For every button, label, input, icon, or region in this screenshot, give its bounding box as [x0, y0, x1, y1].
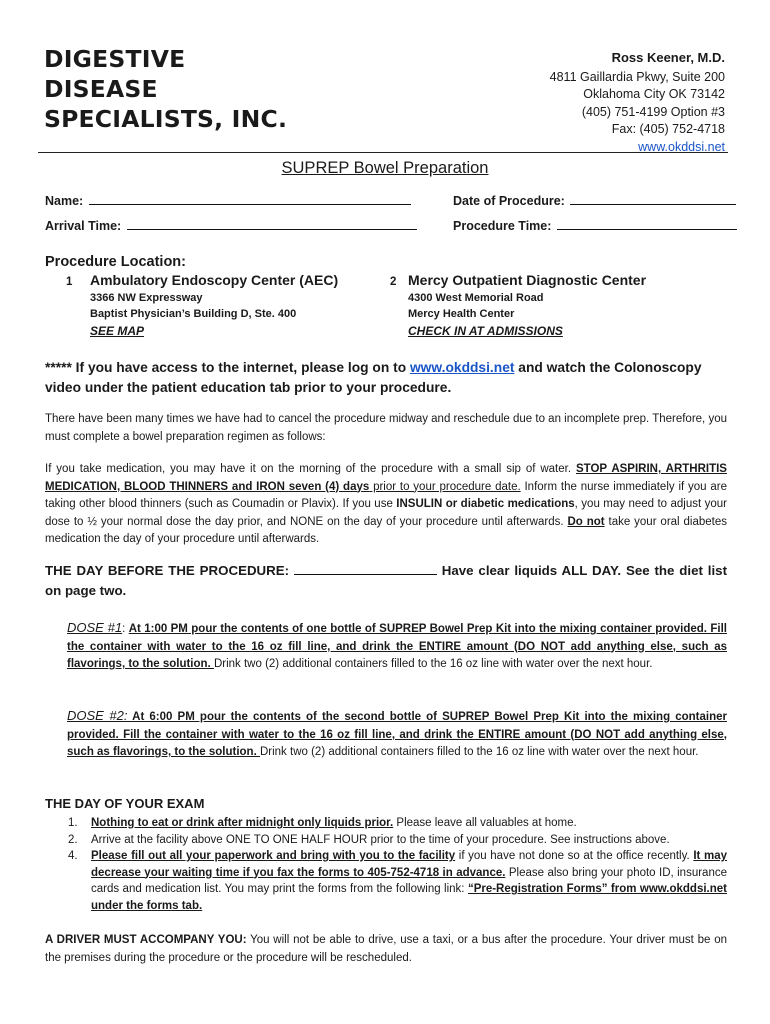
driver-notice [45, 932, 727, 967]
day-before-label: THE DAY BEFORE THE PROCEDURE: [45, 563, 294, 578]
dose-2-rest: Drink two (2) additional containers filled to the 16 oz line with water over the next hour. [259, 746, 699, 758]
doctor-name: Ross Keener, M.D. [611, 50, 725, 65]
proc-time-label: Procedure Time: [453, 219, 552, 233]
exam-item-1 [68, 815, 727, 832]
dose-2-label: DOSE #2: [67, 708, 128, 723]
do-not-warning: Do not [567, 515, 605, 528]
exam-item-4 [68, 848, 727, 914]
name-input-line[interactable] [89, 193, 411, 205]
location-address: 4300 West Memorial Road [408, 292, 544, 304]
driver-text: You will not be able to drive, use a taxi, or a bus after the procedure. Your driver must be on the premises during the procedure or the procedure will be rescheduled. [45, 934, 728, 964]
practice-logo [44, 44, 287, 134]
logo-line-3: SPECIALISTS, INC. [44, 105, 288, 133]
proc-time-field [453, 218, 737, 233]
location-number: 2 [390, 276, 397, 288]
paperwork-instruction: Please fill out all your paperwork and bring with you to the facility [91, 850, 456, 862]
medication-paragraph [45, 461, 727, 549]
med-prior-text: prior to your procedure date. [369, 480, 521, 493]
dose-2 [67, 707, 727, 762]
item-number: 4. [68, 850, 78, 862]
name-label: Name: [45, 194, 84, 208]
dose-1-instructions: At 1:00 PM pour the contents of one bottle of SUPREP Bowel Prep Kit into the mixing container provided. Fill the container with water to the 16 oz fill line, and drink the ENTIRE amount (DO NOT add anything else, such as flavorings, to the solution. [67, 623, 728, 670]
fax-instruction: It may decrease your waiting time if you fax the forms to 405-752-4718 in advance. [91, 850, 727, 879]
location-name: Ambulatory Endoscopy Center (AEC) [90, 272, 339, 288]
stop-meds-warning: STOP ASPIRIN, ARTHRITIS MEDICATION, BLOOD THINNERS and IRON seven (4) days [45, 463, 727, 493]
address-line-2: Oklahoma City OK 73142 [583, 87, 725, 101]
date-field [453, 193, 736, 208]
day-before-heading [45, 561, 727, 601]
med-text-3: , you may need to adjust your dose to ½ your normal dose the day prior, and NONE on the day of your procedure until afterwards. [45, 498, 727, 528]
location-option-1 [66, 271, 366, 341]
proc-time-input-line[interactable] [557, 218, 737, 230]
item-number: 1. [68, 817, 78, 829]
day-before-text: Have clear liquids ALL DAY. See the diet list on page two. [45, 563, 728, 598]
logo-line-2: DISEASE [44, 75, 158, 103]
website-link[interactable]: www.okddsi.net [638, 139, 725, 154]
insulin-warning: INSULIN or diabetic medications [396, 498, 575, 510]
page-title: SUPREP Bowel Preparation [281, 159, 489, 177]
arrival-input-line[interactable] [127, 218, 417, 230]
dose-1-colon: : [122, 623, 129, 635]
intro-paragraph: There have been many times we have had to cancel the procedure midway and reschedule due to an incomplete prep. Therefore, you must complete a bowel preparation regimen as follows: [45, 413, 727, 443]
date-label: Date of Procedure: [453, 194, 565, 208]
location-option-2 [390, 271, 690, 341]
see-map-link[interactable]: SEE MAP [90, 324, 145, 338]
pre-registration-forms-link[interactable]: “Pre-Registration Forms” from www.okddsi.net under the forms tab. [91, 883, 727, 912]
exam-item-4-text-2: Please also bring your photo ID, insurance cards and medication list. You may print the forms from the following link: [91, 866, 727, 895]
internet-note [45, 358, 727, 397]
day-before-date-line[interactable] [294, 563, 437, 575]
fax: Fax: (405) 752-4718 [611, 122, 725, 136]
item-number: 2. [68, 834, 78, 846]
address-line-1: 4811 Gaillardia Pkwy, Suite 200 [549, 69, 725, 84]
dose-1 [67, 619, 727, 674]
exam-day-heading: THE DAY OF YOUR EXAM [45, 796, 205, 811]
driver-heading: A DRIVER MUST ACCOMPANY YOU: [45, 934, 247, 946]
med-text-4: take your oral diabetes medication the day of your procedure until afterwards. [45, 515, 728, 545]
internet-note-link[interactable]: www.okddsi.net [409, 360, 515, 375]
logo-line-1: DIGESTIVE [44, 45, 186, 73]
name-field [45, 193, 411, 208]
exam-item-2-text: Arrive at the facility above ONE TO ONE HALF HOUR prior to the time of your procedure. See instructions above. [91, 834, 670, 846]
check-in-link[interactable]: CHECK IN AT ADMISSIONS [408, 324, 563, 338]
arrival-field [45, 218, 417, 233]
exam-item-2 [68, 832, 727, 849]
dose-1-rest: Drink two (2) additional containers filled to the 16 oz line with water over the next hour. [213, 658, 653, 670]
location-building: Baptist Physician’s Building D, Ste. 400 [90, 308, 297, 320]
phone: (405) 751-4199 Option #3 [581, 104, 725, 119]
dose-1-label: DOSE #1 [67, 620, 123, 635]
location-number: 1 [66, 276, 73, 288]
exam-item-1-text: Please leave all valuables at home. [393, 817, 577, 829]
contact-block [550, 49, 725, 156]
date-input-line[interactable] [570, 193, 736, 205]
arrival-label: Arrival Time: [45, 219, 122, 233]
exam-item-4-text: if you have not done so at the office recently. [455, 850, 694, 862]
location-name: Mercy Outpatient Diagnostic Center [408, 272, 647, 288]
location-address: 3366 NW Expressway [90, 292, 203, 304]
med-text: If you take medication, you may have it on the morning of the procedure with a small sip of water. [45, 463, 576, 475]
header-divider [38, 152, 728, 153]
internet-note-text: ***** If you have access to the internet, please log on to [45, 360, 410, 375]
location-heading: Procedure Location: [45, 254, 186, 270]
exam-item-1-bold: Nothing to eat or drink after midnight only liquids prior. [91, 817, 394, 829]
med-text-2: Inform the nurse immediately if you are taking other blood thinners (such as Coumadin or Plavix). If you use [45, 480, 727, 510]
internet-note-text-2: and watch the Colonoscopy video under the patient education tab prior to your procedure. [45, 360, 702, 395]
dose-2-instructions: At 6:00 PM pour the contents of the second bottle of SUPREP Bowel Prep Kit into the mixing container provided. Fill the container with water to the 16 oz fill line, and drink the ENTIRE amount (DO NOT add anything else, such as flavorings, to the solution. [67, 711, 727, 758]
location-building: Mercy Health Center [408, 308, 515, 320]
